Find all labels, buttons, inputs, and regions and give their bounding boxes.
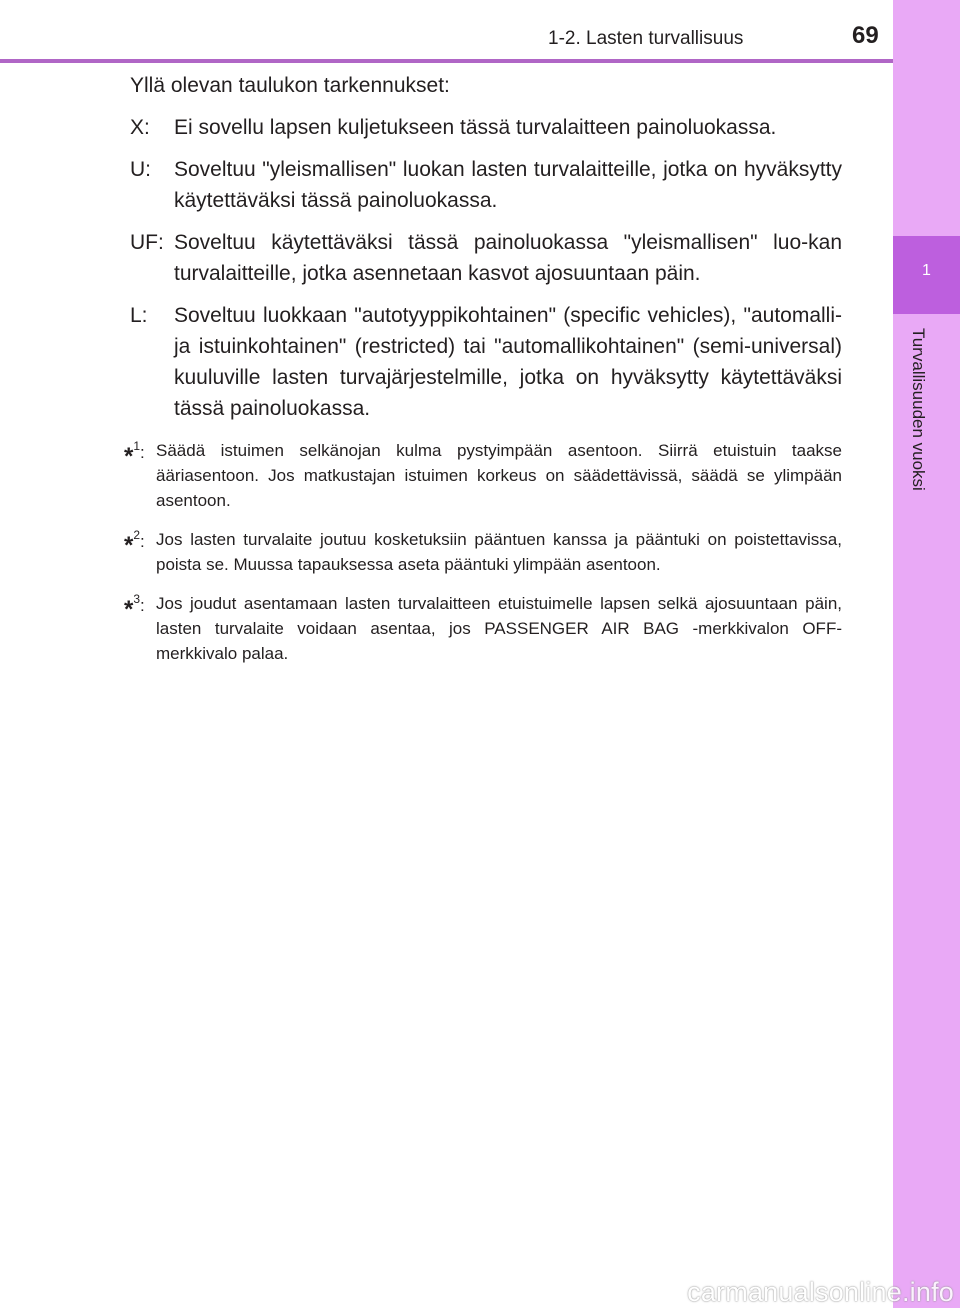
footnote-marker [124,434,145,469]
main-content [124,70,842,666]
footnote-colon: : [140,443,145,462]
footnote-number: 3 [133,592,141,606]
definition-text: Ei sovellu lapsen kuljetukseen tässä turvalaitteen painoluokassa. [174,116,777,139]
footnote-2 [124,527,842,577]
definition-l [130,300,842,424]
footnote-text: Jos lasten turvalaite joutuu kosketuksiin pääntuen kanssa ja pääntuki on poistettavissa, poista se. Muussa tapauksessa aseta pääntuki ylimpään asentoon. [156,530,842,574]
chapter-tab-number: 1 [922,262,931,279]
footnote-colon: : [140,532,145,551]
definition-key: U: [130,158,151,181]
footnote-3 [124,591,842,666]
definition-text: Soveltuu luokkaan "autotyyppikohtainen" (specific vehicles), "automalli- ja istuinkohtainen" (restricted) tai "automallikohtainen" (semi-universal) kuuluville lasten turvajärjestelmille, jotka on hyväksytty käytettäväksi tässä painoluokassa. [174,304,842,420]
chapter-side-strip [893,0,960,1308]
chapter-tab [893,236,960,314]
definition-u [130,154,842,216]
footnote-marker [124,523,145,558]
chapter-title: Turvallisuuden vuoksi [909,328,928,491]
definition-key: X: [130,116,150,139]
footnote-number: 1 [133,439,141,453]
definition-text: Soveltuu "yleismallisen" luokan lasten turvalaitteille, jotka on hyväksytty käytettäväksi tässä painoluokassa. [174,158,842,212]
definition-key: L: [130,304,148,327]
header-divider [0,59,893,63]
footnote-number: 2 [133,528,141,542]
intro-text: Yllä olevan taulukon tarkennukset: [130,74,450,97]
definition-text: Soveltuu käytettäväksi tässä painoluokassa "yleismallisen" luo-kan turvalaitteille, jotka asennetaan kasvot ajosuuntaan päin. [174,231,842,285]
footnote-colon: : [140,596,145,615]
footnote-star: * [124,596,134,623]
footnote-text: Jos joudut asentamaan lasten turvalaitteen etuistuimelle lapsen selkä ajosuuntaan päin, lasten turvalaite voidaan asentaa, jos PASSENGER AIR BAG -merkkivalon OFF-merkkivalo palaa. [156,594,842,663]
footnote-1 [124,438,842,513]
footnote-marker [124,587,145,622]
definition-uf [130,227,842,289]
footnote-text: Säädä istuimen selkänojan kulma pystyimpään asentoon. Siirrä etuistuin taakse ääriasentoon. Jos matkustajan istuimen korkeus on säädettävissä, säädä se ylimpään asentoon. [156,441,842,510]
footnote-star: * [124,532,134,559]
section-title: 1-2. Lasten turvallisuus [548,28,744,49]
page-number: 69 [852,22,879,49]
watermark: carmanualsonline.info [687,1277,954,1307]
definition-x [130,112,842,143]
footnote-star: * [124,443,134,470]
definition-key: UF: [130,231,164,254]
